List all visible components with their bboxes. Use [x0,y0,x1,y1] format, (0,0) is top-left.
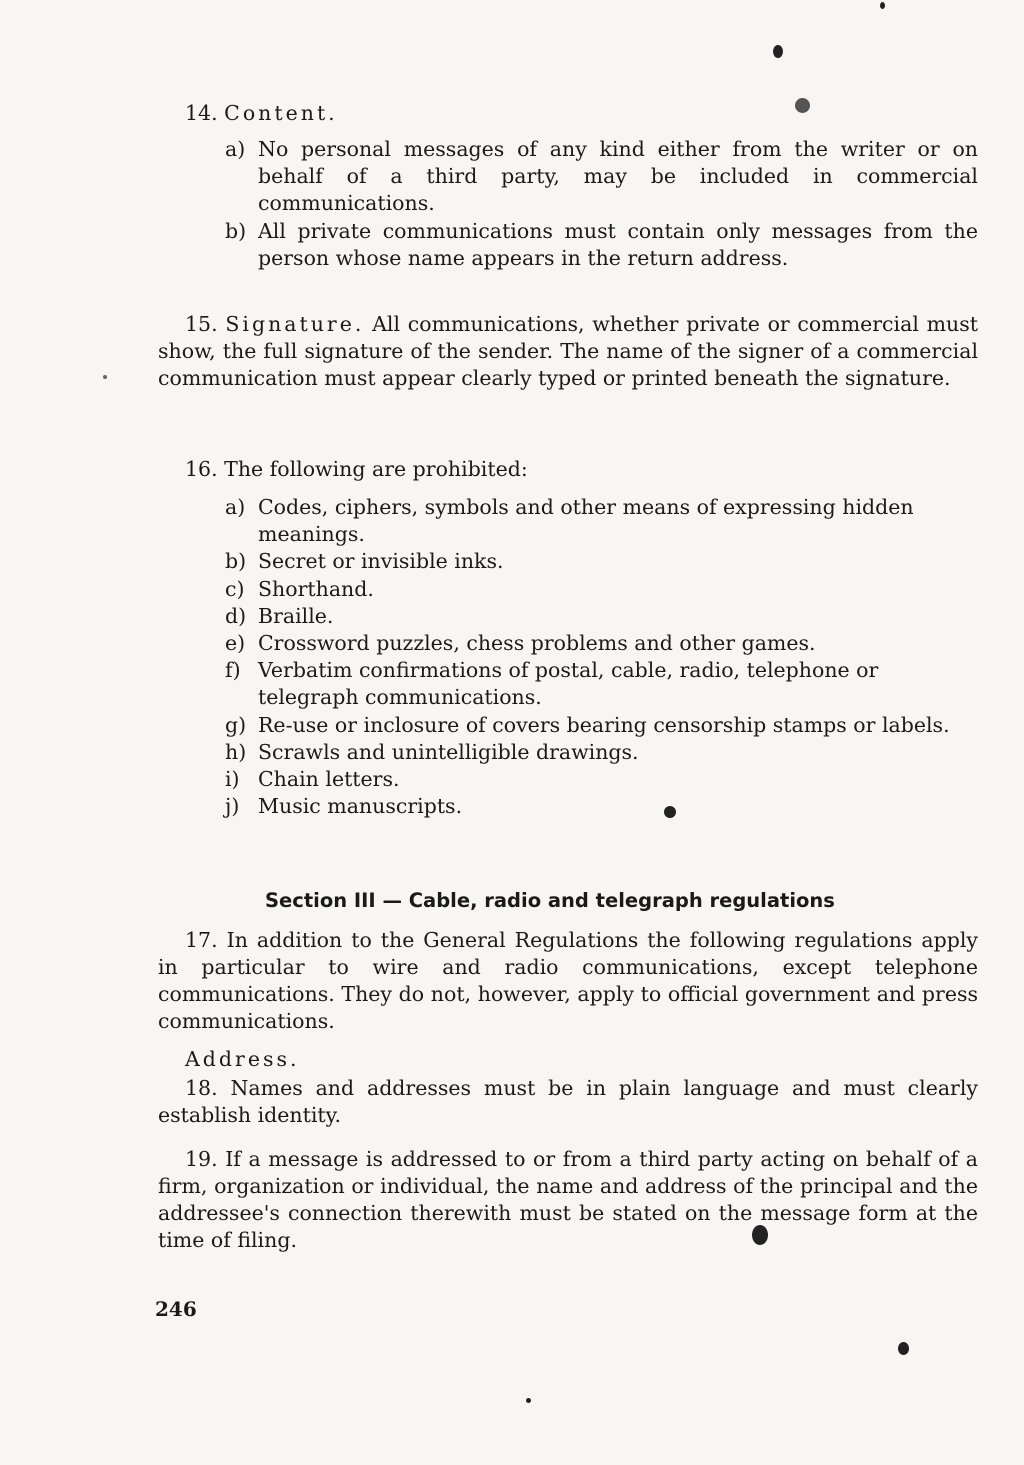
list-item-label: f) [225,658,241,683]
list-item-label: d) [225,603,247,628]
list-item [225,136,978,218]
item-19-number: 19. [185,1147,218,1171]
ink-spot [752,1225,768,1245]
list-item [225,793,978,820]
list-item-label: b) [225,218,247,243]
ink-spot [898,1342,909,1355]
item-14-number: 14. [185,101,218,125]
list-item-label: a) [225,137,246,161]
list-item-text: Secret or invisible inks. [258,549,504,574]
list-item-label: a) [225,495,246,519]
item-17-paragraph [158,927,978,1035]
list-item-text: Shorthand. [258,576,374,601]
list-item-text: Crossword puzzles, chess problems and other games. [258,631,816,656]
list-item-text: All private communications must contain only messages from the person whose name appears in the return address. [258,218,978,270]
section-heading: Section III — Cable, radio and telegraph regulations [265,889,835,912]
list-item-label: e) [225,631,246,656]
list-item [225,657,978,711]
list-item-label: j) [225,794,240,819]
item-17-number: 17. [185,928,218,952]
item-14-heading [185,100,338,127]
list-item-label: b) [225,549,247,574]
list-item-label: i) [225,767,240,792]
item-19-text: If a message is addressed to or from a third party acting on behalf of a firm, organization or individual, the name and address of the principal and the addressee's connection therewith must be stated on the message form at the time of filing. [158,1147,978,1252]
list-item [225,766,978,793]
list-item [225,218,978,272]
ink-spot [773,45,783,58]
item-16-number: 16. [185,457,218,481]
list-item-text: Music manuscripts. [258,794,463,819]
ink-spot [103,375,107,379]
list-item [225,739,978,766]
item-15-title: Signature. [225,312,365,336]
list-item-text: Re-use or inclosure of covers bearing censorship stamps or labels. [258,712,950,737]
list-item-label: g) [225,712,247,737]
item-15-number: 15. [185,312,218,336]
list-item-label: h) [225,739,247,764]
item-15-text: All communications, whether private or commercial must show, the full signature of the sender. The name of the signer of a commercial communication must appear clearly typed or printed beneath the signature. [158,312,978,390]
item-18-text: Names and addresses must be in plain language and must clearly establish identity. [158,1076,978,1127]
page-number: 246 [155,1297,197,1321]
list-item-text: Braille. [258,603,334,628]
address-heading: Address. [185,1047,300,1071]
item-19-paragraph [158,1146,978,1254]
list-item [225,548,978,575]
ink-spot [880,2,885,9]
item-16-intro: The following are prohibited: [224,457,528,481]
list-item-text: Chain letters. [258,767,400,792]
list-item [225,630,978,657]
item-18-paragraph [158,1075,978,1129]
item-15-paragraph [158,311,978,392]
list-item-text: Verbatim confirmations of postal, cable, radio, telephone or telegraph communications. [258,658,879,710]
ink-spot [664,806,676,818]
item-16-list [225,494,978,820]
list-item-text: No personal messages of any kind either from the writer or on behalf of a third party, may be included in commercial communications. [258,137,978,216]
item-14-title: Content. [224,101,338,125]
item-16-heading [185,456,528,483]
list-item-text: Codes, ciphers, symbols and other means of expressing hidden meanings. [258,495,914,547]
list-item [225,494,978,548]
list-item [225,712,978,739]
item-18-number: 18. [185,1076,218,1100]
list-item [225,603,978,630]
item-14-list [225,136,978,272]
ink-spot [795,98,810,113]
list-item-label: c) [225,576,245,601]
list-item [225,576,978,603]
item-17-text: In addition to the General Regulations the following regulations apply in particular to wire and radio communications, except telephone communications. They do not, however, apply to official government and press communications. [158,928,978,1033]
ink-spot [526,1398,531,1403]
list-item-text: Scrawls and unintelligible drawings. [258,739,639,764]
